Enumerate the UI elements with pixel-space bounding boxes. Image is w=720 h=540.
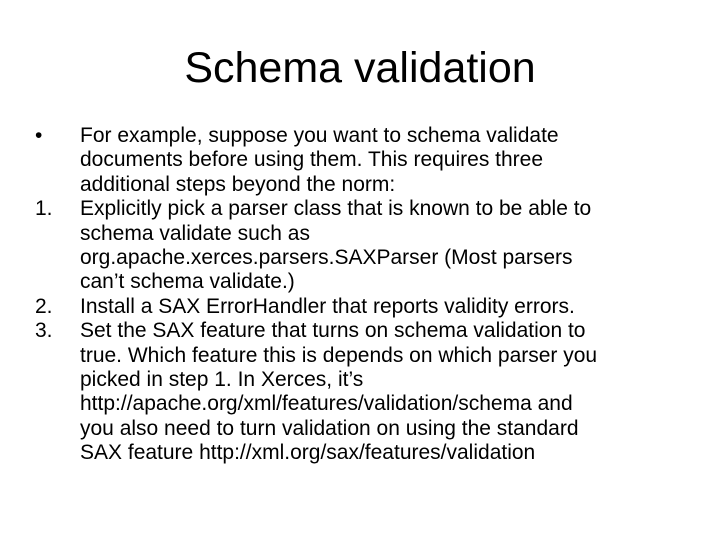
text-line: additional steps beyond the norm:: [80, 172, 396, 196]
list-item-step-2: [0, 295, 720, 319]
text-line: Set the SAX feature that turns on schema validation to: [80, 319, 586, 343]
text-line: http://apache.org/xml/features/validation/schema and: [80, 392, 573, 416]
list-item-step-3: [0, 319, 720, 465]
slide-body-list: [0, 124, 720, 466]
text-line: true. Which feature this is depends on which parser you: [80, 343, 598, 367]
list-item-intro: [0, 124, 720, 197]
text-line: picked in step 1. In Xerces, it’s: [80, 368, 364, 392]
text-line: For example, suppose you want to schema validate: [80, 124, 559, 147]
text-line: documents before using them. This requires three: [80, 148, 544, 172]
list-item-text: [80, 295, 670, 319]
number-marker: 2.: [35, 294, 53, 318]
text-line: org.apache.xerces.parsers.SAXParser (Most parsers: [80, 246, 573, 270]
number-marker: 3.: [35, 319, 53, 343]
number-marker: 1.: [35, 197, 53, 221]
list-item-text: [80, 319, 670, 465]
list-item-text: [80, 124, 670, 197]
bullet-marker: •: [35, 124, 43, 147]
slide-title: Schema validation: [184, 44, 536, 92]
text-line: Explicitly pick a parser class that is known to be able to: [80, 197, 592, 221]
list-item-text: [80, 197, 670, 295]
list-item-step-1: [0, 197, 720, 295]
text-line: schema validate such as: [80, 221, 310, 245]
text-line: you also need to turn validation on using the standard: [80, 416, 579, 440]
text-line: can’t schema validate.): [80, 270, 295, 294]
text-line: SAX feature http://xml.org/sax/features/validation: [80, 441, 536, 465]
text-line: Install a SAX ErrorHandler that reports validity errors.: [80, 294, 575, 318]
